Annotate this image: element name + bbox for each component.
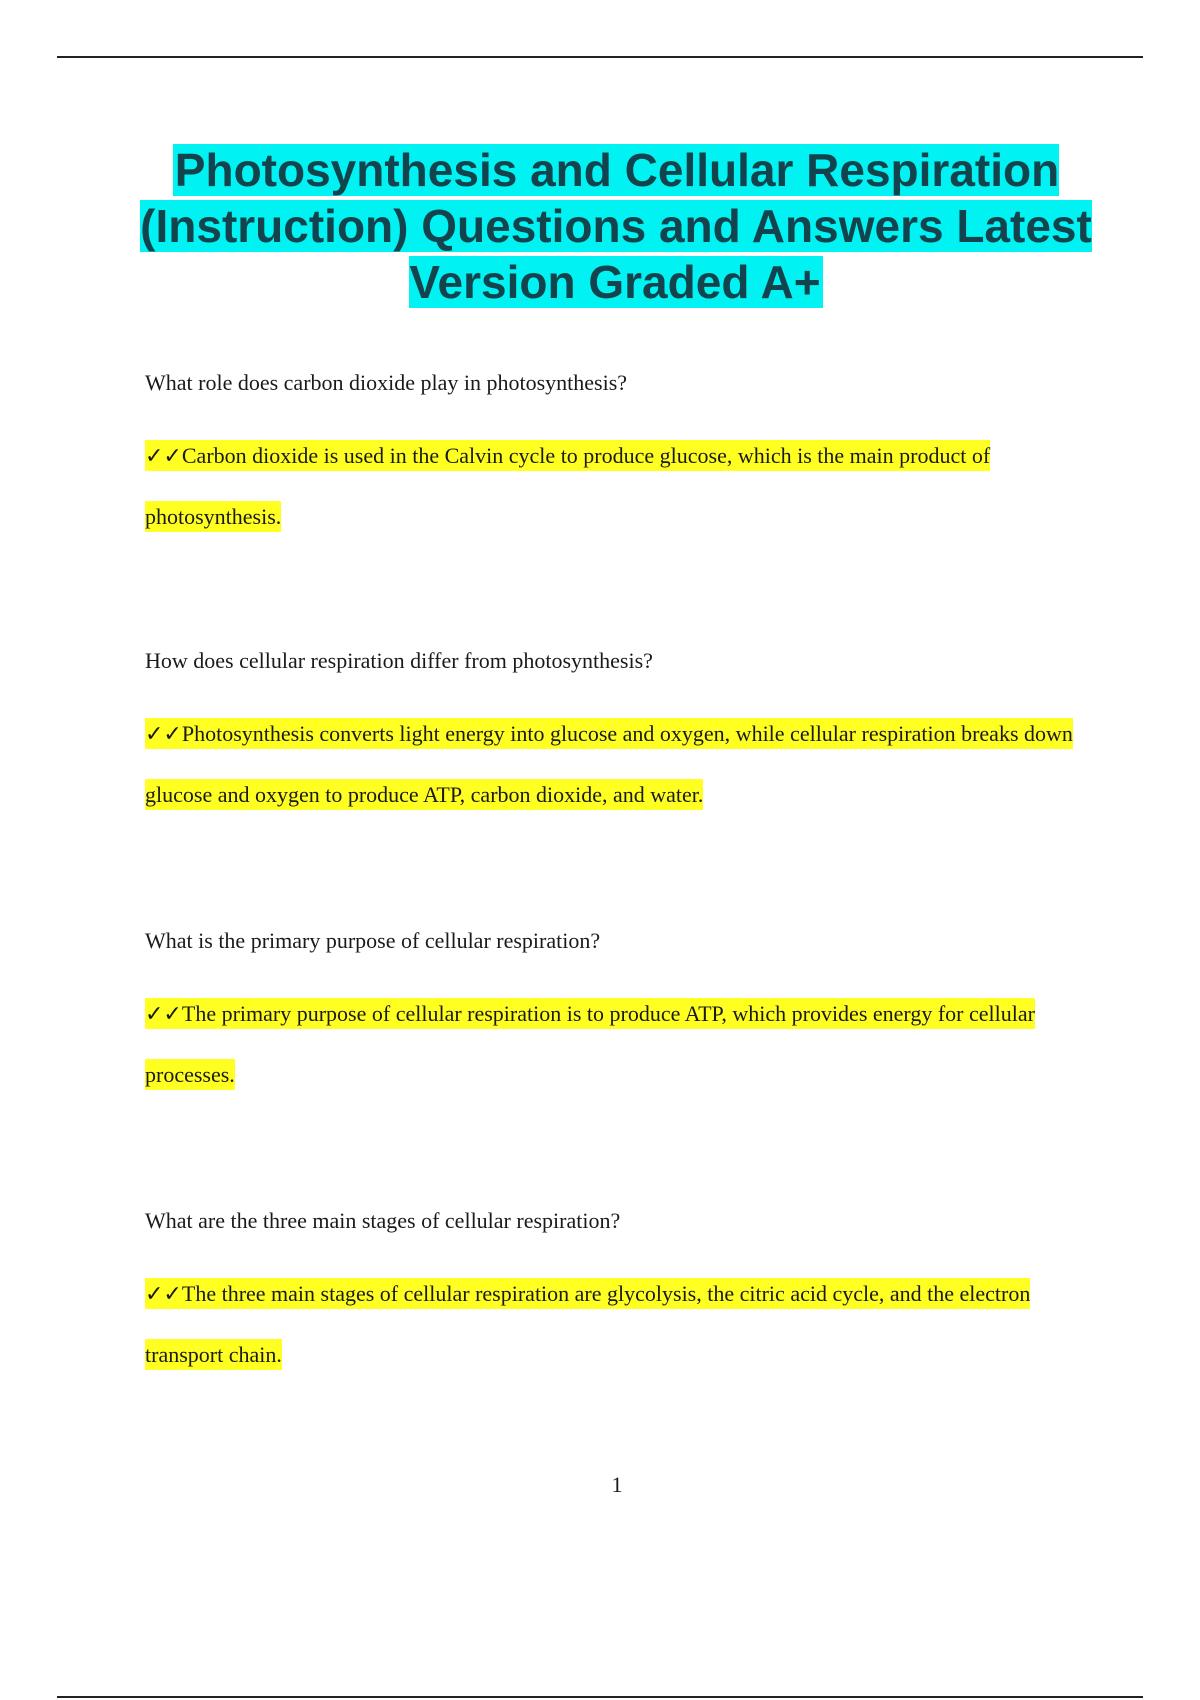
question-3: What is the primary purpose of cellular respiration?	[145, 928, 601, 953]
check-mark-icon: ✓✓	[145, 1002, 182, 1027]
answer-1	[145, 426, 1085, 547]
document-title	[80, 142, 1152, 310]
qa-item-1	[145, 370, 1085, 529]
check-mark-icon: ✓✓	[145, 1282, 182, 1307]
answer-1-text: Carbon dioxide is used in the Calvin cycle to produce glucose, which is the main product of photosynthesis.	[145, 443, 991, 529]
qa-item-3	[145, 928, 1085, 1087]
answer-3-text: The primary purpose of cellular respiration is to produce ATP, which provides energy for cellular processes.	[145, 1001, 1035, 1087]
answer-4	[145, 1264, 1085, 1385]
qa-item-2	[145, 648, 1085, 807]
page-number: 1	[611, 1472, 623, 1497]
footer-rule	[57, 1696, 1143, 1698]
answer-2	[145, 704, 1085, 825]
answer-4-text: The three main stages of cellular respiration are glycolysis, the citric acid cycle, and the electron transport chain.	[145, 1281, 1031, 1367]
question-4: What are the three main stages of cellular respiration?	[145, 1208, 621, 1233]
question-2: How does cellular respiration differ from photosynthesis?	[145, 648, 653, 673]
answer-2-text: Photosynthesis converts light energy into glucose and oxygen, while cellular respiration breaks down glucose and oxygen to produce ATP, carbon dioxide, and water.	[145, 721, 1073, 807]
question-1: What role does carbon dioxide play in photosynthesis?	[145, 370, 628, 395]
qa-item-4	[145, 1208, 1085, 1367]
check-mark-icon: ✓✓	[145, 722, 182, 747]
answer-3	[145, 984, 1085, 1105]
check-mark-icon: ✓✓	[145, 444, 182, 469]
document-title-text: Photosynthesis and Cellular Respiration (Instruction) Questions and Answers Latest Version Graded A+	[140, 144, 1092, 308]
header-rule	[57, 56, 1143, 58]
